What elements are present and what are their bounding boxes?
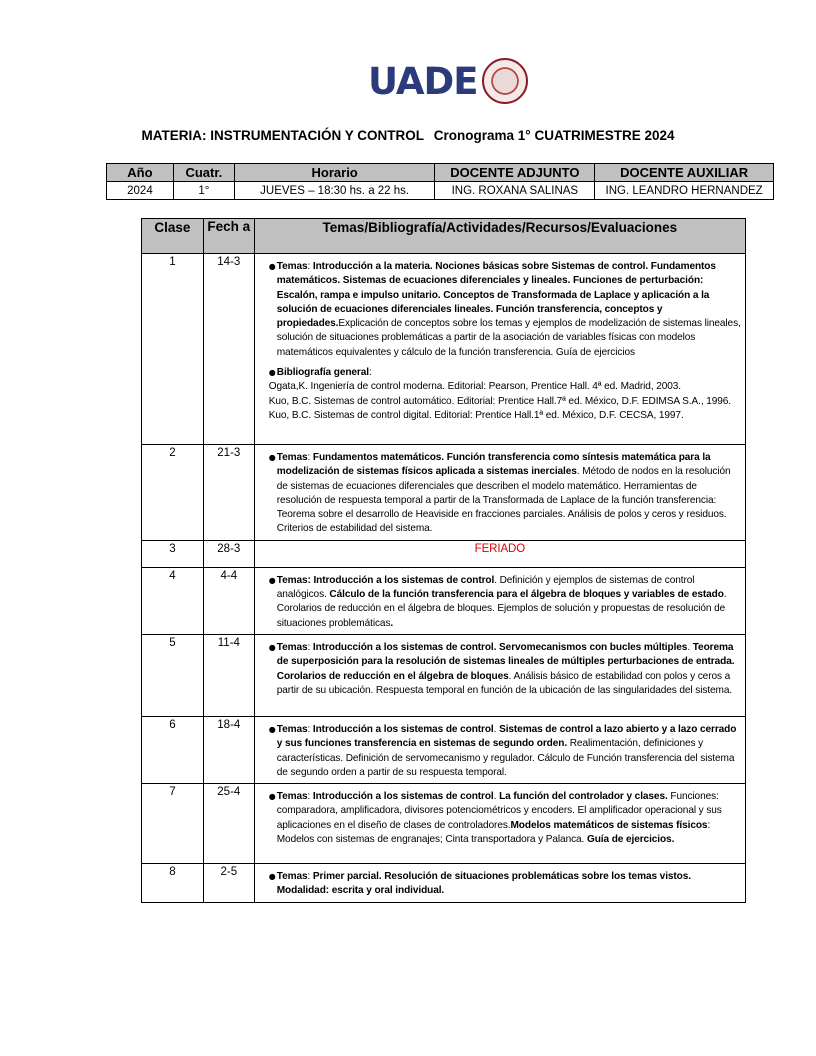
content-text: Kuo, B.C. Sistemas de control automático. Editorial: Prentice Hall.7ª ed. México, D.F. EDIMSA S.A., 1996.	[268, 395, 731, 407]
header-schedule: Horario	[234, 164, 435, 182]
content-text: . Definición y ejemplos de sistemas de control analógicos.	[276, 574, 695, 601]
schedule-row	[142, 864, 746, 903]
schedule-value: JUEVES – 18:30 hs. a 22 hs.	[234, 182, 435, 200]
class-content	[254, 254, 745, 445]
content-text: :	[307, 261, 313, 272]
class-number: 6	[142, 716, 204, 783]
schedule-row	[142, 784, 746, 864]
content-text: Sistemas de control a lazo abierto y a lazo cerrado y sus funciones transferencia en sistemas de segundo orden.	[276, 723, 737, 750]
class-date: 14-3	[203, 254, 254, 445]
content-text: Ogata,K. Ingeniería de control moderna. Editorial: Pearson, Prentice Hall. 4ª ed. Madrid, 2003.	[268, 381, 681, 393]
content-text: Temas	[276, 871, 308, 883]
term-value: 1°	[173, 182, 234, 200]
assistant-teacher-value: ING. LEANDRO HERNANDEZ	[595, 182, 774, 200]
content-text: :	[307, 723, 313, 735]
content-text: Temas	[276, 261, 308, 272]
content-text: Temas: Introducción a los sistemas de control	[276, 574, 495, 586]
bullet-icon: ●	[268, 368, 276, 378]
schedule-title: Cronograma 1° CUATRIMESTRE 2024	[433, 128, 675, 143]
content-text: Kuo, B.C. Sistemas de control digital. Editorial: Prentice Hall.1ª ed. México, D.F. CECSA, 1997.	[268, 409, 684, 421]
course-info-table	[106, 163, 774, 200]
content-text: .	[687, 641, 693, 653]
content-text: Introducción a los sistemas de control	[312, 723, 494, 735]
content-text: . Corolarios de reducción en el álgebra de bloques. Ejemplos de solución y propuestas de resolución de situaciones problemáticas	[276, 589, 727, 629]
class-number: 2	[142, 445, 204, 541]
class-date: 21-3	[203, 445, 254, 541]
class-content	[254, 864, 745, 903]
content-text: .	[493, 723, 500, 735]
content-text: :	[307, 641, 313, 653]
bullet-icon: ●	[268, 453, 276, 462]
class-content	[254, 445, 745, 541]
class-date: 18-4	[203, 716, 254, 783]
class-number: 7	[142, 784, 204, 864]
info-header-row	[107, 164, 774, 182]
uade-logo	[368, 52, 520, 110]
header-lead-teacher: DOCENTE ADJUNTO	[435, 164, 595, 182]
schedule-row	[142, 445, 746, 541]
university-seal-icon	[482, 58, 528, 104]
header-term: Cuatr.	[173, 164, 234, 182]
schedule-row	[142, 634, 746, 716]
content-paragraph	[269, 451, 742, 537]
content-text: . Análisis básico de estabilidad con polos y ceros a partir de su ubicación. Respuesta temporal en función de la ubicación de las singularidades del sistema.	[276, 670, 733, 696]
bullet-icon: ●	[268, 642, 276, 652]
header-class: Clase	[142, 219, 204, 254]
schedule-row	[142, 567, 746, 634]
content-text: Temas	[276, 452, 308, 463]
class-content	[254, 716, 745, 783]
class-number: 3	[142, 540, 204, 567]
content-text: Modelos matemáticos de sistemas físicos	[510, 819, 708, 831]
content-paragraph	[269, 395, 742, 409]
schedule-row	[142, 254, 746, 445]
content-text: . Método de nodos en la resolución de sistemas de ecuaciones diferenciales que describen el modelo matemático. Herramientas de resolución de respuesta temporal a partir de la Transformada de Laplace de la función transferencia: Teorema sobre el desarrollo de Heaviside en fracciones parciales. Análisis de polos y ceros y residuos. Criterios de estabilidad del sistema.	[276, 466, 731, 535]
schedule-row	[142, 716, 746, 783]
content-text: Funciones: comparadora, amplificadora, divisores potenciométricos y encoders. El amplificador operacional y sus aplicaciones en el diseño de clases de controladores.	[276, 791, 722, 831]
class-number: 8	[142, 864, 204, 903]
content-text: Guía de ejercicios.	[586, 834, 675, 846]
subject-title: MATERIA: INSTRUMENTACIÓN Y CONTROL	[141, 128, 425, 143]
header-topics: Temas/Bibliografía/Actividades/Recursos/Evaluaciones	[254, 219, 745, 254]
content-text: Temas	[276, 641, 308, 653]
content-text: Teorema de superposición para la resolución de sistemas lineales de múltiples perturbaciones de entrada. Corolarios de reducción en el álgebra de bloques	[276, 641, 735, 682]
content-text: Introducción a la materia. Nociones básicas sobre Sistemas de control. Fundamentos matemáticos. Sistemas de ecuaciones diferenciales y lineales. Funciones de perturbación: Escalón, rampa e impulso unitario. Conceptos de Transformada de Laplace y aplicación a la solución de ecuaciones diferenciales lineales. Función transferencia, conceptos y propiedades.	[276, 261, 716, 330]
logo-text: UADE	[368, 59, 478, 103]
schedule-row	[142, 540, 746, 567]
header-year: Año	[107, 164, 174, 182]
content-text: :	[307, 791, 313, 803]
content-paragraph	[269, 366, 742, 380]
bullet-icon: ●	[268, 262, 276, 271]
content-paragraph	[269, 641, 742, 698]
holiday-label: FERIADO	[254, 540, 745, 567]
content-text: .	[390, 617, 394, 629]
content-text: :	[368, 367, 372, 379]
content-text: Temas	[276, 791, 308, 803]
content-text: Cálculo de la función transferencia para el álgebra de bloques y variables de estado	[329, 589, 724, 601]
content-paragraph	[269, 380, 742, 394]
class-date: 28-3	[203, 540, 254, 567]
lead-teacher-value: ING. ROXANA SALINAS	[435, 182, 595, 200]
content-text: .	[493, 791, 500, 803]
schedule-header-row	[142, 219, 746, 254]
class-date: 2-5	[203, 864, 254, 903]
header-assistant-teacher: DOCENTE AUXILIAR	[595, 164, 774, 182]
class-number: 4	[142, 567, 204, 634]
content-text: : Modelos con sistemas de engranajes; Cinta transportadora y Palanca.	[276, 819, 711, 846]
content-text: Explicación de conceptos sobre los temas y ejemplos de modelización de sistemas lineales, solución de situaciones problemáticas a partir de la asociación de variables físicas con modelos matemáticos equivalentes y cálculo de la función transferencia. Guía de ejercicios	[276, 318, 741, 358]
content-text: Introducción a los sistemas de control. Servomecanismos con bucles múltiples	[312, 641, 688, 653]
class-content	[254, 784, 745, 864]
class-number: 5	[142, 634, 204, 716]
year-value: 2024	[107, 182, 174, 200]
content-paragraph	[269, 790, 742, 847]
bullet-icon: ●	[268, 724, 276, 734]
content-text: Primer parcial. Resolución de situaciones problemáticas sobre los temas vistos. Modalidad: escrita y oral individual.	[276, 871, 691, 897]
content-paragraph	[269, 723, 742, 780]
content-paragraph	[269, 574, 742, 631]
info-value-row	[107, 182, 774, 200]
content-text: Bibliografía general	[276, 367, 369, 379]
bullet-icon: ●	[268, 792, 276, 802]
content-text: Temas	[276, 723, 308, 735]
content-text: Fundamentos matemáticos. Función transferencia como síntesis matemática para la modelización de sistemas físicos aplicada a sistemas inerciales	[276, 452, 711, 478]
content-paragraph	[269, 409, 742, 423]
content-text: Realimentación, definiciones y características. Definición de servomecanismo y regulador. Cálculo de Función transferencia del sistema de segundo orden a partir de su respuesta temporal.	[276, 738, 735, 778]
content-text: La función del controlador y clases.	[499, 791, 668, 803]
content-paragraph	[269, 260, 742, 360]
bullet-icon: ●	[268, 575, 276, 585]
class-content	[254, 634, 745, 716]
class-number: 1	[142, 254, 204, 445]
schedule-table	[141, 218, 746, 903]
class-date: 25-4	[203, 784, 254, 864]
class-date: 4-4	[203, 567, 254, 634]
bullet-icon: ●	[268, 872, 276, 882]
content-text: :	[307, 871, 313, 883]
header-date: Fech a	[203, 219, 254, 254]
class-content	[254, 567, 745, 634]
content-paragraph	[269, 870, 742, 899]
class-date: 11-4	[203, 634, 254, 716]
document-title	[0, 128, 816, 143]
content-text: :	[307, 452, 313, 463]
content-text: Introducción a los sistemas de control	[312, 791, 494, 803]
